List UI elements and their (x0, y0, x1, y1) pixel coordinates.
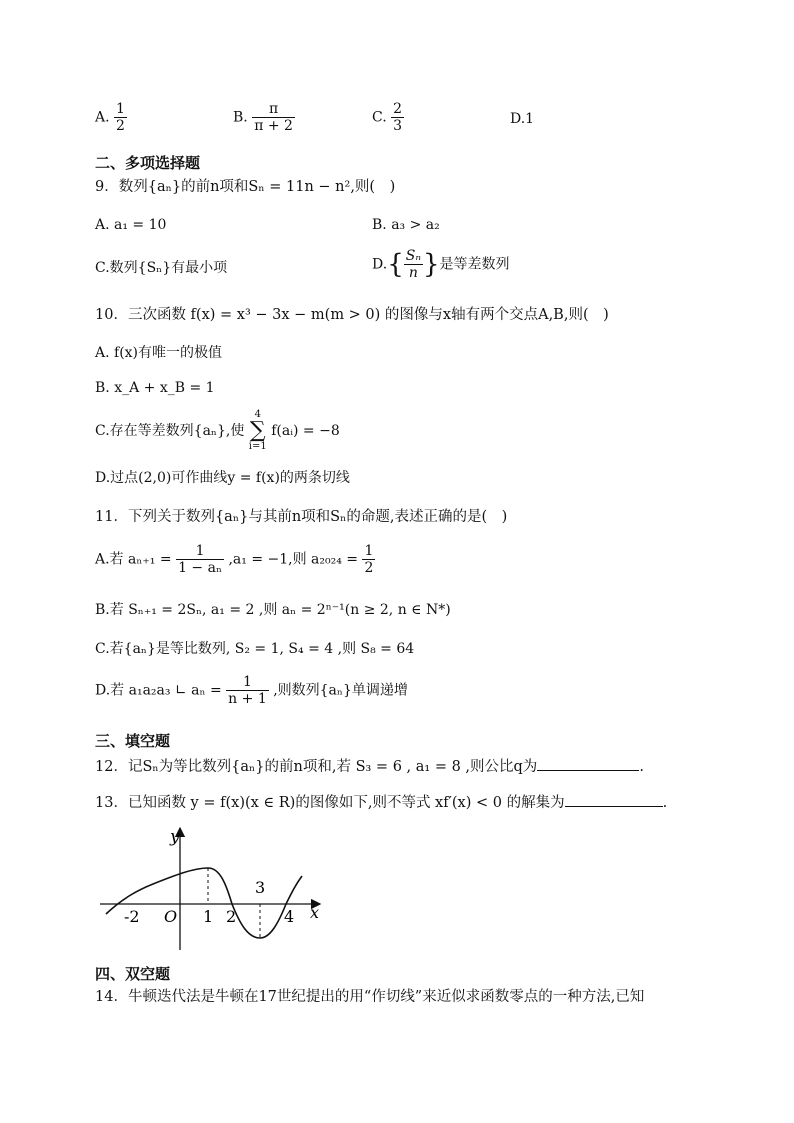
q8-option-b (233, 101, 295, 134)
q8-option-d: D.1 (510, 111, 535, 127)
q10-option-d: D.过点(2,0)可作曲线y = f(x)的两条切线 (95, 470, 350, 486)
tick-label-4: 4 (284, 907, 295, 926)
q11-option-a-fraction: $\frac{1}{\text{1 − aₙ}}$ (178, 543, 223, 576)
answer-blank[interactable] (537, 756, 639, 771)
q8-option-c-label: C. (372, 109, 387, 126)
q11-option-d: D.若 a₁a₂a₃ ∟ aₙ = $\frac{1}{n + 1}$ ,则数列{aₙ}单调递增 (95, 674, 408, 707)
q10-option-c: C.存在等差数列{aₙ},使 4 ∑ i=1 f(aᵢ) = −8 (95, 409, 340, 452)
q9-option-c: C.数列{Sₙ}有最小项 (95, 260, 228, 276)
q8-option-a-fraction: $\frac{1}{2}$ (116, 101, 125, 134)
q8-option-a (95, 101, 127, 134)
summation-symbol: 4 ∑ i=1 (248, 409, 267, 452)
q11-option-a: A.若 aₙ₊₁ = $\frac{1}{\text{1 − aₙ}}$ ,a₁ = −1,则 a₂₀₂₄ = $\frac{1}{2}$ (95, 543, 374, 576)
q13-stem: 13．已知函数 y = f(x)(x ∈ R)的图像如下,则不等式 xf′(x) < 0 的解集为 . (95, 792, 667, 813)
q8-option-c-fraction: $\frac{2}{3}$ (393, 101, 403, 134)
y-axis-label: y (170, 827, 180, 847)
function-graph (98, 824, 328, 954)
q8-option-a-label: A. (95, 109, 110, 126)
q10-stem: 10．三次函数 f(x) = x³ − 3x − m(m > 0) 的图像与x轴有两个交点A,B,则( ) (95, 307, 609, 323)
q11-option-b: B.若 Sₙ₊₁ = 2Sₙ, a₁ = 2 ,则 aₙ = 2ⁿ⁻¹(n ≥ 2, n ∈ N*) (95, 602, 451, 618)
q14-stem: 14．牛顿迭代法是牛顿在17世纪提出的用“作切线”来近似求函数零点的一种方法,已知 (95, 989, 645, 1005)
origin-label: O (164, 907, 178, 926)
function-curve (106, 868, 302, 938)
q9-stem: 9．数列{aₙ}的前n项和Sₙ = 11n − n²,则( ) (95, 179, 396, 195)
q11-option-a-result-fraction: $\frac{1}{2}$ (364, 543, 374, 576)
q10-option-b: B. x_A + x_B = 1 (95, 380, 215, 396)
q10-option-a: A. f(x)有唯一的极值 (95, 345, 223, 361)
x-axis-label: x (310, 903, 320, 922)
q9-option-b: B. a₃ > a₂ (372, 217, 440, 233)
q11-option-d-fraction: $\frac{1}{n + 1}$ (228, 674, 267, 707)
left-brace: { (387, 249, 404, 280)
q11-option-c: C.若{aₙ}是等比数列, S₂ = 1, S₄ = 4 ,则 S₈ = 64 (95, 641, 415, 657)
tick-label-neg2: -2 (124, 907, 140, 926)
q8-option-b-label: B. (233, 109, 248, 126)
section-title-fill-in: 三、填空题 (95, 732, 171, 750)
tick-label-2: 2 (226, 907, 237, 926)
q9-option-d: D.{ $\frac{\text{Sₙ}}{n}$ }是等差数列 (372, 248, 510, 281)
q8-option-c (372, 101, 404, 134)
q8-option-b-fraction: $\frac{\pi}{\pi + 2}$ (254, 101, 293, 134)
right-brace: } (423, 249, 440, 280)
tick-label-3: 3 (255, 878, 266, 897)
answer-blank[interactable] (565, 792, 663, 807)
q12-stem: 12．记Sₙ为等比数列{aₙ}的前n项和,若 S₃ = 6 , a₁ = 8 ,则公比q为 . (95, 756, 644, 777)
q9-option-d-fraction: $\frac{\text{Sₙ}}{n}$ (405, 248, 421, 281)
section-title-double-fill: 四、双空题 (95, 965, 171, 983)
tick-label-1: 1 (203, 907, 214, 926)
section-title-multi-choice: 二、多项选择题 (95, 154, 201, 172)
q11-stem: 11．下列关于数列{aₙ}与其前n项和Sₙ的命题,表述正确的是( ) (95, 509, 508, 525)
q9-option-a: A. a₁ = 10 (95, 217, 167, 233)
